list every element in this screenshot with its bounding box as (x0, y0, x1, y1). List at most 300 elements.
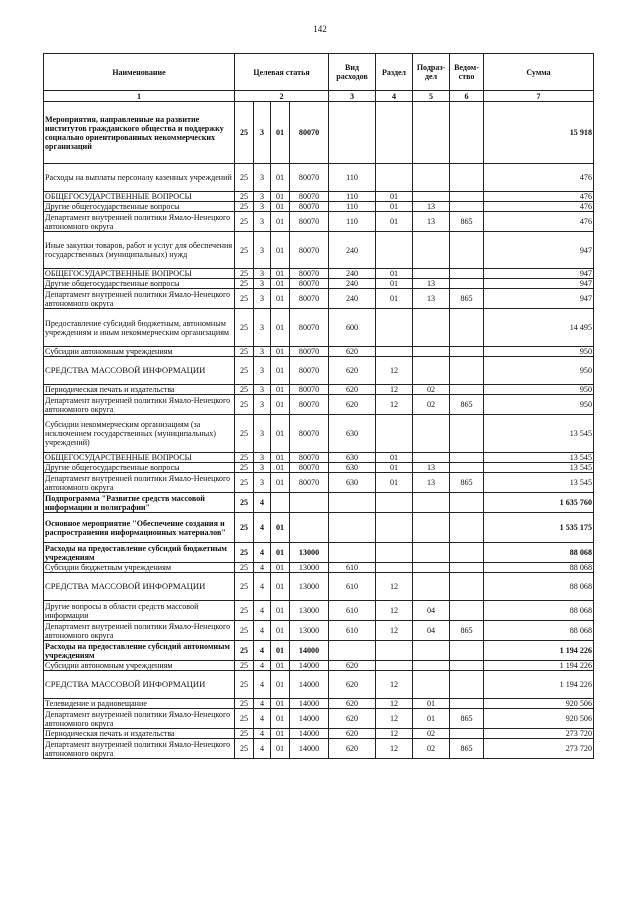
cell-expense-type: 630 (329, 473, 376, 493)
cell-subsection (413, 347, 450, 357)
cell-section (376, 641, 413, 661)
cell-direction (290, 513, 329, 543)
cell-department (450, 453, 484, 463)
cell-name: Департамент внутренней политики Ямало-Ненецкого автономного округа (44, 289, 235, 309)
cell-main-event: 01 (271, 232, 290, 269)
table-row (44, 513, 594, 543)
cell-program: 25 (235, 729, 254, 739)
table-row (44, 463, 594, 473)
cell-subprogram: 4 (254, 661, 271, 671)
cell-main-event: 01 (271, 621, 290, 641)
cell-main-event: 01 (271, 415, 290, 453)
cell-amount: 920 506 (484, 699, 594, 709)
cell-program: 25 (235, 513, 254, 543)
cell-expense-type: 620 (329, 385, 376, 395)
column-number: 3 (329, 91, 376, 102)
cell-expense-type: 620 (329, 729, 376, 739)
cell-main-event: 01 (271, 279, 290, 289)
cell-subprogram: 3 (254, 385, 271, 395)
cell-direction: 80070 (290, 102, 329, 164)
cell-department (450, 493, 484, 513)
cell-expense-type (329, 102, 376, 164)
cell-expense-type: 110 (329, 192, 376, 202)
cell-expense-type: 110 (329, 202, 376, 212)
cell-name: Основное мероприятие "Обеспечение создания и распространения информационных материалов" (44, 513, 235, 543)
cell-direction: 14000 (290, 671, 329, 699)
cell-department: 865 (450, 473, 484, 493)
cell-section (376, 347, 413, 357)
cell-direction: 14000 (290, 641, 329, 661)
cell-direction: 13000 (290, 621, 329, 641)
cell-subsection: 13 (413, 463, 450, 473)
cell-department (450, 463, 484, 473)
cell-section (376, 232, 413, 269)
cell-direction: 80070 (290, 269, 329, 279)
cell-main-event: 01 (271, 463, 290, 473)
table-row (44, 543, 594, 563)
cell-section (376, 543, 413, 563)
table-row (44, 357, 594, 385)
cell-subsection (413, 415, 450, 453)
table-row (44, 192, 594, 202)
cell-subsection (413, 269, 450, 279)
cell-subprogram: 4 (254, 641, 271, 661)
cell-main-event: 01 (271, 641, 290, 661)
column-number: 4 (376, 91, 413, 102)
cell-subsection (413, 164, 450, 192)
cell-section (376, 164, 413, 192)
cell-expense-type: 620 (329, 347, 376, 357)
cell-name: Расходы на предоставление субсидий автономным учреждениям (44, 641, 235, 661)
cell-subsection: 13 (413, 473, 450, 493)
cell-subprogram: 4 (254, 493, 271, 513)
cell-main-event: 01 (271, 543, 290, 563)
table-row (44, 269, 594, 279)
cell-subsection: 02 (413, 729, 450, 739)
cell-section: 12 (376, 671, 413, 699)
cell-subprogram: 3 (254, 269, 271, 279)
cell-section (376, 415, 413, 453)
cell-section (376, 563, 413, 573)
table-row (44, 385, 594, 395)
cell-program: 25 (235, 232, 254, 269)
cell-subprogram: 4 (254, 601, 271, 621)
cell-section: 01 (376, 269, 413, 279)
cell-subprogram: 3 (254, 463, 271, 473)
cell-direction: 80070 (290, 473, 329, 493)
cell-subprogram: 3 (254, 357, 271, 385)
cell-direction: 80070 (290, 232, 329, 269)
cell-section: 12 (376, 699, 413, 709)
cell-expense-type: 620 (329, 357, 376, 385)
cell-department (450, 661, 484, 671)
cell-direction: 80070 (290, 164, 329, 192)
cell-subprogram: 4 (254, 513, 271, 543)
table-header-row (44, 54, 594, 91)
cell-subsection: 01 (413, 699, 450, 709)
cell-name: Другие общегосударственные вопросы (44, 463, 235, 473)
cell-department (450, 279, 484, 289)
cell-section: 12 (376, 357, 413, 385)
cell-expense-type (329, 543, 376, 563)
cell-department (450, 269, 484, 279)
cell-direction: 80070 (290, 385, 329, 395)
cell-subsection: 02 (413, 395, 450, 415)
cell-expense-type: 630 (329, 453, 376, 463)
table-row (44, 573, 594, 601)
cell-expense-type: 240 (329, 269, 376, 279)
cell-program: 25 (235, 453, 254, 463)
cell-subprogram: 4 (254, 729, 271, 739)
column-number: 5 (413, 91, 450, 102)
cell-subsection (413, 513, 450, 543)
cell-subprogram: 3 (254, 473, 271, 493)
table-row (44, 739, 594, 759)
cell-department: 865 (450, 212, 484, 232)
cell-main-event: 01 (271, 347, 290, 357)
cell-direction: 14000 (290, 709, 329, 729)
cell-section: 12 (376, 709, 413, 729)
cell-main-event: 01 (271, 661, 290, 671)
cell-amount: 476 (484, 164, 594, 192)
cell-expense-type: 110 (329, 164, 376, 192)
table-row (44, 395, 594, 415)
table-row (44, 601, 594, 621)
cell-department (450, 573, 484, 601)
cell-name: Периодическая печать и издательства (44, 385, 235, 395)
cell-name: ОБЩЕГОСУДАРСТВЕННЫЕ ВОПРОСЫ (44, 192, 235, 202)
cell-name: ОБЩЕГОСУДАРСТВЕННЫЕ ВОПРОСЫ (44, 269, 235, 279)
cell-section: 01 (376, 202, 413, 212)
cell-subsection (413, 102, 450, 164)
cell-name: СРЕДСТВА МАССОВОЙ ИНФОРМАЦИИ (44, 357, 235, 385)
cell-direction: 80070 (290, 279, 329, 289)
cell-program: 25 (235, 164, 254, 192)
cell-subprogram: 3 (254, 232, 271, 269)
cell-amount: 273 720 (484, 729, 594, 739)
cell-direction: 13000 (290, 601, 329, 621)
cell-subprogram: 3 (254, 279, 271, 289)
cell-section: 01 (376, 279, 413, 289)
cell-subsection (413, 357, 450, 385)
cell-subprogram: 4 (254, 563, 271, 573)
cell-expense-type: 110 (329, 212, 376, 232)
cell-name: Департамент внутренней политики Ямало-Ненецкого автономного округа (44, 621, 235, 641)
cell-program: 25 (235, 279, 254, 289)
cell-amount: 88 068 (484, 621, 594, 641)
cell-subsection (413, 671, 450, 699)
table-row (44, 415, 594, 453)
cell-main-event (271, 493, 290, 513)
cell-program: 25 (235, 395, 254, 415)
cell-amount: 88 068 (484, 563, 594, 573)
cell-program: 25 (235, 671, 254, 699)
cell-department (450, 563, 484, 573)
cell-program: 25 (235, 493, 254, 513)
table-row (44, 729, 594, 739)
cell-expense-type: 620 (329, 661, 376, 671)
cell-amount: 947 (484, 232, 594, 269)
table-row (44, 563, 594, 573)
cell-program: 25 (235, 385, 254, 395)
cell-section: 12 (376, 385, 413, 395)
cell-direction: 80070 (290, 415, 329, 453)
cell-section: 12 (376, 729, 413, 739)
header-target-article: Целевая статья (235, 54, 329, 91)
cell-program: 25 (235, 357, 254, 385)
table-row (44, 493, 594, 513)
cell-subsection (413, 563, 450, 573)
cell-department (450, 641, 484, 661)
cell-section: 01 (376, 289, 413, 309)
cell-direction: 80070 (290, 395, 329, 415)
cell-subsection (413, 573, 450, 601)
cell-section (376, 661, 413, 671)
cell-department: 865 (450, 289, 484, 309)
cell-main-event: 01 (271, 563, 290, 573)
table-row (44, 641, 594, 661)
cell-name: ОБЩЕГОСУДАРСТВЕННЫЕ ВОПРОСЫ (44, 453, 235, 463)
cell-main-event: 01 (271, 473, 290, 493)
cell-section: 01 (376, 212, 413, 232)
cell-subsection (413, 232, 450, 269)
cell-section: 01 (376, 192, 413, 202)
header-section: Раздел (376, 54, 413, 91)
cell-department (450, 415, 484, 453)
cell-name: Департамент внутренней политики Ямало-Ненецкого автономного округа (44, 395, 235, 415)
cell-direction: 80070 (290, 347, 329, 357)
cell-direction: 80070 (290, 192, 329, 202)
cell-name: Субсидии автономным учреждениям (44, 661, 235, 671)
cell-expense-type: 620 (329, 671, 376, 699)
cell-program: 25 (235, 202, 254, 212)
cell-name: Другие общегосударственные вопросы (44, 202, 235, 212)
cell-subprogram: 4 (254, 699, 271, 709)
cell-amount: 88 068 (484, 573, 594, 601)
cell-subsection: 13 (413, 212, 450, 232)
cell-amount: 13 545 (484, 415, 594, 453)
cell-program: 25 (235, 192, 254, 202)
cell-amount: 1 194 226 (484, 641, 594, 661)
cell-name: Расходы на выплаты персоналу казенных учреждений (44, 164, 235, 192)
cell-section: 01 (376, 473, 413, 493)
table-row (44, 164, 594, 192)
cell-program: 25 (235, 621, 254, 641)
cell-amount: 15 918 (484, 102, 594, 164)
cell-program: 25 (235, 563, 254, 573)
cell-expense-type: 620 (329, 739, 376, 759)
cell-department (450, 232, 484, 269)
cell-expense-type (329, 641, 376, 661)
cell-expense-type: 240 (329, 232, 376, 269)
cell-subsection (413, 641, 450, 661)
cell-subsection (413, 309, 450, 347)
cell-subsection: 13 (413, 279, 450, 289)
column-number: 6 (450, 91, 484, 102)
cell-section (376, 102, 413, 164)
cell-section: 12 (376, 395, 413, 415)
cell-subsection: 13 (413, 289, 450, 309)
cell-name: Департамент внутренней политики Ямало-Ненецкого автономного округа (44, 709, 235, 729)
cell-name: Мероприятия, направленные на развитие институтов гражданского общества и поддержку социально ориентированных некоммерческих организаций (44, 102, 235, 164)
page-number: 142 (313, 24, 327, 34)
cell-expense-type: 600 (329, 309, 376, 347)
cell-program: 25 (235, 709, 254, 729)
cell-department (450, 513, 484, 543)
cell-main-event: 01 (271, 357, 290, 385)
cell-subprogram: 3 (254, 309, 271, 347)
cell-program: 25 (235, 289, 254, 309)
cell-program: 25 (235, 641, 254, 661)
cell-expense-type: 620 (329, 699, 376, 709)
table-row (44, 232, 594, 269)
cell-direction: 80070 (290, 463, 329, 473)
cell-expense-type: 610 (329, 621, 376, 641)
cell-subprogram: 4 (254, 621, 271, 641)
cell-amount: 476 (484, 212, 594, 232)
cell-program: 25 (235, 347, 254, 357)
cell-amount: 13 545 (484, 463, 594, 473)
cell-amount: 1 635 760 (484, 493, 594, 513)
cell-name: Субсидии некоммерческим организациям (за исключением государственных (муниципальных) учреждений) (44, 415, 235, 453)
cell-subsection (413, 453, 450, 463)
cell-program: 25 (235, 269, 254, 279)
cell-subprogram: 4 (254, 573, 271, 601)
cell-amount: 920 506 (484, 709, 594, 729)
cell-department (450, 192, 484, 202)
cell-amount: 88 068 (484, 543, 594, 563)
cell-program: 25 (235, 739, 254, 759)
cell-program: 25 (235, 309, 254, 347)
cell-amount: 13 545 (484, 453, 594, 463)
cell-main-event: 01 (271, 453, 290, 463)
cell-direction: 13000 (290, 573, 329, 601)
cell-direction: 14000 (290, 699, 329, 709)
table-row (44, 453, 594, 463)
cell-main-event: 01 (271, 289, 290, 309)
cell-main-event: 01 (271, 729, 290, 739)
cell-main-event: 01 (271, 309, 290, 347)
cell-subprogram: 4 (254, 709, 271, 729)
cell-name: СРЕДСТВА МАССОВОЙ ИНФОРМАЦИИ (44, 573, 235, 601)
cell-subsection: 02 (413, 739, 450, 759)
cell-department (450, 347, 484, 357)
cell-program: 25 (235, 415, 254, 453)
cell-amount: 950 (484, 385, 594, 395)
table-row (44, 699, 594, 709)
cell-section: 12 (376, 739, 413, 759)
table-row (44, 279, 594, 289)
cell-direction: 80070 (290, 309, 329, 347)
cell-name: СРЕДСТВА МАССОВОЙ ИНФОРМАЦИИ (44, 671, 235, 699)
cell-expense-type: 630 (329, 463, 376, 473)
cell-department (450, 671, 484, 699)
cell-program: 25 (235, 463, 254, 473)
table-row (44, 102, 594, 164)
table-row (44, 202, 594, 212)
cell-subsection: 02 (413, 385, 450, 395)
cell-section (376, 309, 413, 347)
cell-name: Другие общегосударственные вопросы (44, 279, 235, 289)
cell-section: 12 (376, 621, 413, 641)
table-row (44, 671, 594, 699)
cell-subsection (413, 192, 450, 202)
cell-subprogram: 3 (254, 395, 271, 415)
cell-department (450, 164, 484, 192)
header-subsection: Подраз-дел (413, 54, 450, 91)
cell-direction: 13000 (290, 563, 329, 573)
cell-main-event: 01 (271, 385, 290, 395)
cell-amount: 476 (484, 192, 594, 202)
cell-program: 25 (235, 573, 254, 601)
cell-subprogram: 3 (254, 347, 271, 357)
column-number: 2 (235, 91, 329, 102)
cell-section: 01 (376, 453, 413, 463)
cell-name: Расходы на предоставление субсидий бюджетным учреждениям (44, 543, 235, 563)
cell-amount: 950 (484, 395, 594, 415)
cell-subprogram: 3 (254, 202, 271, 212)
cell-section (376, 493, 413, 513)
cell-amount: 947 (484, 289, 594, 309)
cell-main-event: 01 (271, 164, 290, 192)
cell-name: Субсидии бюджетным учреждениям (44, 563, 235, 573)
cell-main-event: 01 (271, 709, 290, 729)
cell-direction (290, 493, 329, 513)
cell-section (376, 513, 413, 543)
cell-program: 25 (235, 699, 254, 709)
table-row (44, 661, 594, 671)
cell-main-event: 01 (271, 269, 290, 279)
cell-section: 01 (376, 463, 413, 473)
cell-subprogram: 3 (254, 102, 271, 164)
cell-expense-type: 240 (329, 289, 376, 309)
cell-main-event: 01 (271, 601, 290, 621)
cell-amount: 1 194 226 (484, 671, 594, 699)
cell-subprogram: 4 (254, 543, 271, 563)
cell-department (450, 385, 484, 395)
table-body (44, 102, 594, 759)
cell-department: 865 (450, 621, 484, 641)
cell-subprogram: 4 (254, 739, 271, 759)
cell-subprogram: 3 (254, 164, 271, 192)
cell-department: 865 (450, 709, 484, 729)
cell-expense-type: 610 (329, 563, 376, 573)
cell-direction: 80070 (290, 453, 329, 463)
cell-expense-type (329, 513, 376, 543)
cell-department (450, 309, 484, 347)
cell-subsection: 01 (413, 709, 450, 729)
cell-department (450, 601, 484, 621)
cell-program: 25 (235, 601, 254, 621)
cell-subprogram: 3 (254, 415, 271, 453)
cell-program: 25 (235, 212, 254, 232)
cell-subsection (413, 661, 450, 671)
cell-main-event: 01 (271, 573, 290, 601)
cell-department (450, 357, 484, 385)
cell-direction: 80070 (290, 212, 329, 232)
cell-direction: 14000 (290, 661, 329, 671)
cell-expense-type: 610 (329, 573, 376, 601)
cell-expense-type: 240 (329, 279, 376, 289)
cell-direction: 80070 (290, 202, 329, 212)
cell-amount: 476 (484, 202, 594, 212)
cell-name: Субсидии автономным учреждениям (44, 347, 235, 357)
table-row (44, 289, 594, 309)
cell-department (450, 202, 484, 212)
cell-amount: 14 495 (484, 309, 594, 347)
cell-direction: 80070 (290, 357, 329, 385)
cell-department (450, 543, 484, 563)
